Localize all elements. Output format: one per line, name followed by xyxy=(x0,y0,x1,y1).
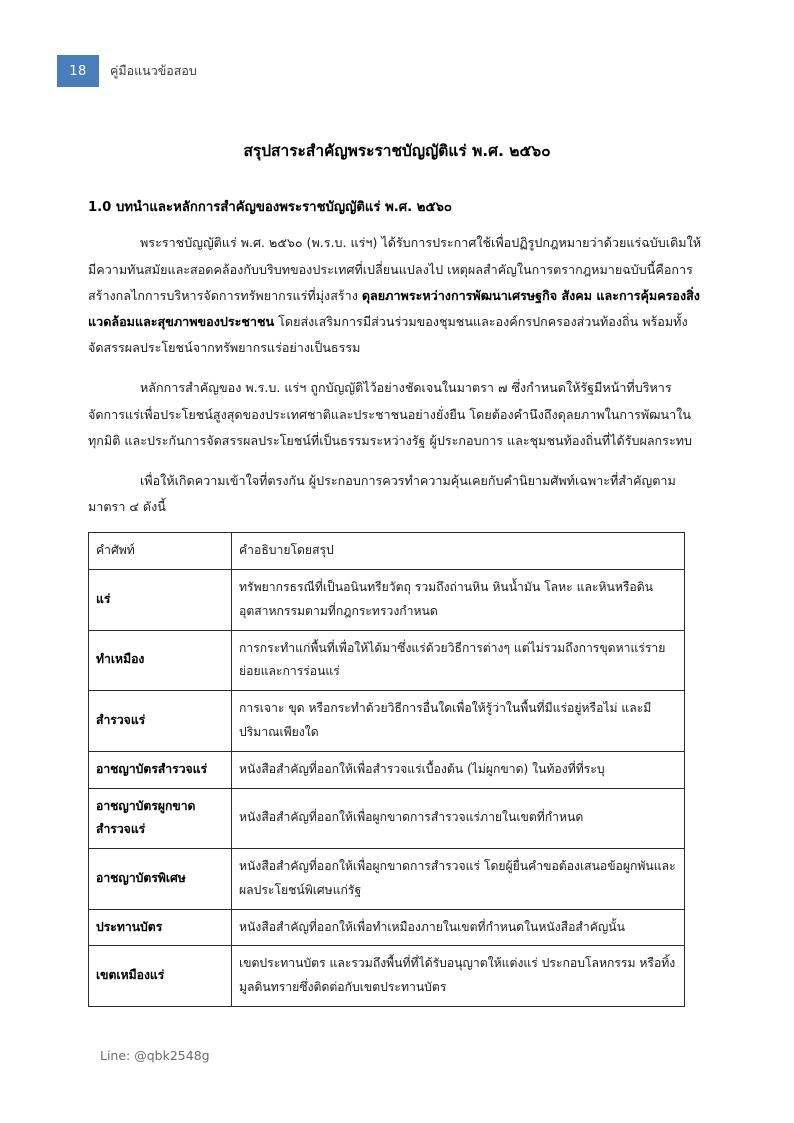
table-row xyxy=(89,630,685,691)
paragraph-2-lead: หลักการสำคัญของ พ.ร.บ. แร่ฯ ถูกบัญญัติไว้อย่างชัดเจนในมาตรา ๗ ซึ่งกำหนดให้รัฐมีหน้าที่บริหารจัดการแร่เพื่อประโยชน์สูงสุดของประเทศชาติและประชาชนอย่างยั่งยืน โดยต้องคำนึงถึงดุลยภาพในการพัฒนาในทุกมิติ และประกันการจัดสรรผลประโยชน์ที่เป็นธรรมระหว่างรัฐ ผู้ประกอบการ และชุมชนท้องถิ่นที่ได้รับผลกระทบ xyxy=(88,380,693,448)
paragraph-1-tail: โดยส่งเสริมการมีส่วนร่วมของชุมชนและองค์กรปกครองส่วนท้องถิ่น พร้อมทั้งจัดสรรผลประโยชน์จากทรัพยากรแร่อย่างเป็นธรรม xyxy=(88,313,688,356)
glossary-definition: ทรัพยากรธรณีที่เป็นอนินทรียวัตถุ รวมถึงถ่านหิน หินน้ำมัน โลหะ และหินหรือดินอุตสาหกรรมตามที่กฎกระทรวงกำหนด xyxy=(232,570,685,631)
glossary-term: ประทานบัตร xyxy=(89,909,232,946)
table-row xyxy=(89,909,685,946)
paragraph-3 xyxy=(88,468,706,520)
section-heading: 1.0 บทนำและหลักการสำคัญของพระราชบัญญัติแร่ พ.ศ. ๒๕๖๐ xyxy=(88,200,452,216)
table-row xyxy=(89,691,685,752)
glossary-definition: หนังสือสำคัญที่ออกให้เพื่อทำเหมืองภายในเขตที่กำหนดในหนังสือสำคัญนั้น xyxy=(232,909,685,946)
document-content xyxy=(88,140,706,1007)
glossary-definition: หนังสือสำคัญที่ออกให้เพื่อผูกขาดการสำรวจแร่ภายในเขตที่กำหนด xyxy=(232,788,685,849)
table-row xyxy=(89,946,685,1007)
document-title: สรุปสาระสำคัญพระราชบัญญัติแร่ พ.ศ. ๒๕๖๐ xyxy=(243,142,551,160)
glossary-definition: หนังสือสำคัญที่ออกให้เพื่อผูกขาดการสำรวจแร่ โดยผู้ยื่นคำขอต้องเสนอข้อผูกพันและผลประโยชน์พิเศษแก่รัฐ xyxy=(232,849,685,910)
column-header-term: คำศัพท์ xyxy=(89,533,232,570)
running-header-title: คู่มือแนวข้อสอบ xyxy=(110,63,197,78)
glossary-term: ทำเหมือง xyxy=(89,630,232,691)
table-row xyxy=(89,570,685,631)
glossary-table xyxy=(88,532,685,1007)
table-row xyxy=(89,788,685,849)
glossary-term: สำรวจแร่ xyxy=(89,691,232,752)
glossary-definition: หนังสือสำคัญที่ออกให้เพื่อสำรวจแร่เบื้องต้น (ไม่ผูกขาด) ในท้องที่ที่ระบุ xyxy=(232,751,685,788)
glossary-term: อาชญาบัตรผูกขาดสำรวจแร่ xyxy=(89,788,232,849)
glossary-term: อาชญาบัตรสำรวจแร่ xyxy=(89,751,232,788)
paragraph-1-emphasis: ดุลยภาพระหว่างการพัฒนาเศรษฐกิจ สังคม และการคุ้มครองสิ่งแวดล้อมและสุขภาพของประชาชน xyxy=(88,287,700,329)
glossary-table-body xyxy=(89,533,685,1007)
page-header xyxy=(0,55,794,87)
table-row xyxy=(89,849,685,910)
glossary-term: เขตเหมืองแร่ xyxy=(89,946,232,1007)
glossary-definition: การกระทำแก่พื้นที่เพื่อให้ได้มาซึ่งแร่ด้วยวิธีการต่างๆ แต่ไม่รวมถึงการขุดหาแร่รายย่อยและการร่อนแร่ xyxy=(232,630,685,691)
paragraph-1 xyxy=(88,230,706,361)
column-header-definition: คำอธิบายโดยสรุป xyxy=(232,533,685,570)
glossary-term: อาชญาบัตรพิเศษ xyxy=(89,849,232,910)
glossary-term: แร่ xyxy=(89,570,232,631)
paragraph-spacer xyxy=(88,365,706,375)
table-header-row xyxy=(89,533,685,570)
paragraph-spacer xyxy=(88,458,706,468)
glossary-definition: เขตประทานบัตร และรวมถึงพื้นที่ที่ได้รับอนุญาตให้แต่งแร่ ประกอบโลหกรรม หรือทิ้งมูลดินทรายซึ่งติดต่อกับเขตประทานบัตร xyxy=(232,946,685,1007)
paragraph-1-lead: พระราชบัญญัติแร่ พ.ศ. ๒๕๖๐ (พ.ร.บ. แร่ฯ) ได้รับการประกาศใช้เพื่อปฏิรูปกฎหมายว่าด้วยแร่ฉบับเดิมให้มีความทันสมัยและสอดคล้องกับบริบทของประเทศที่เปลี่ยนแปลงไป เหตุผลสำคัญในการตรากฎหมายฉบับนี้คือการสร้างกลไกการบริหารจัดการทรัพยากรแร่ที่มุ่งสร้าง xyxy=(88,235,702,303)
page-footer-contact: Line: @qbk2548g xyxy=(100,1048,210,1063)
table-row xyxy=(89,751,685,788)
paragraph-3-lead: เพื่อให้เกิดความเข้าใจที่ตรงกัน ผู้ประกอบการควรทำความคุ้นเคยกับคำนิยามศัพท์เฉพาะที่สำคัญตามมาตรา ๔ ดังนี้ xyxy=(88,472,676,515)
paragraph-2 xyxy=(88,375,706,454)
glossary-definition: การเจาะ ขุด หรือกระทำด้วยวิธีการอื่นใดเพื่อให้รู้ว่าในพื้นที่มีแร่อยู่หรือไม่ และมีปริมาณเพียงใด xyxy=(232,691,685,752)
page-number-badge: 18 xyxy=(57,55,99,87)
